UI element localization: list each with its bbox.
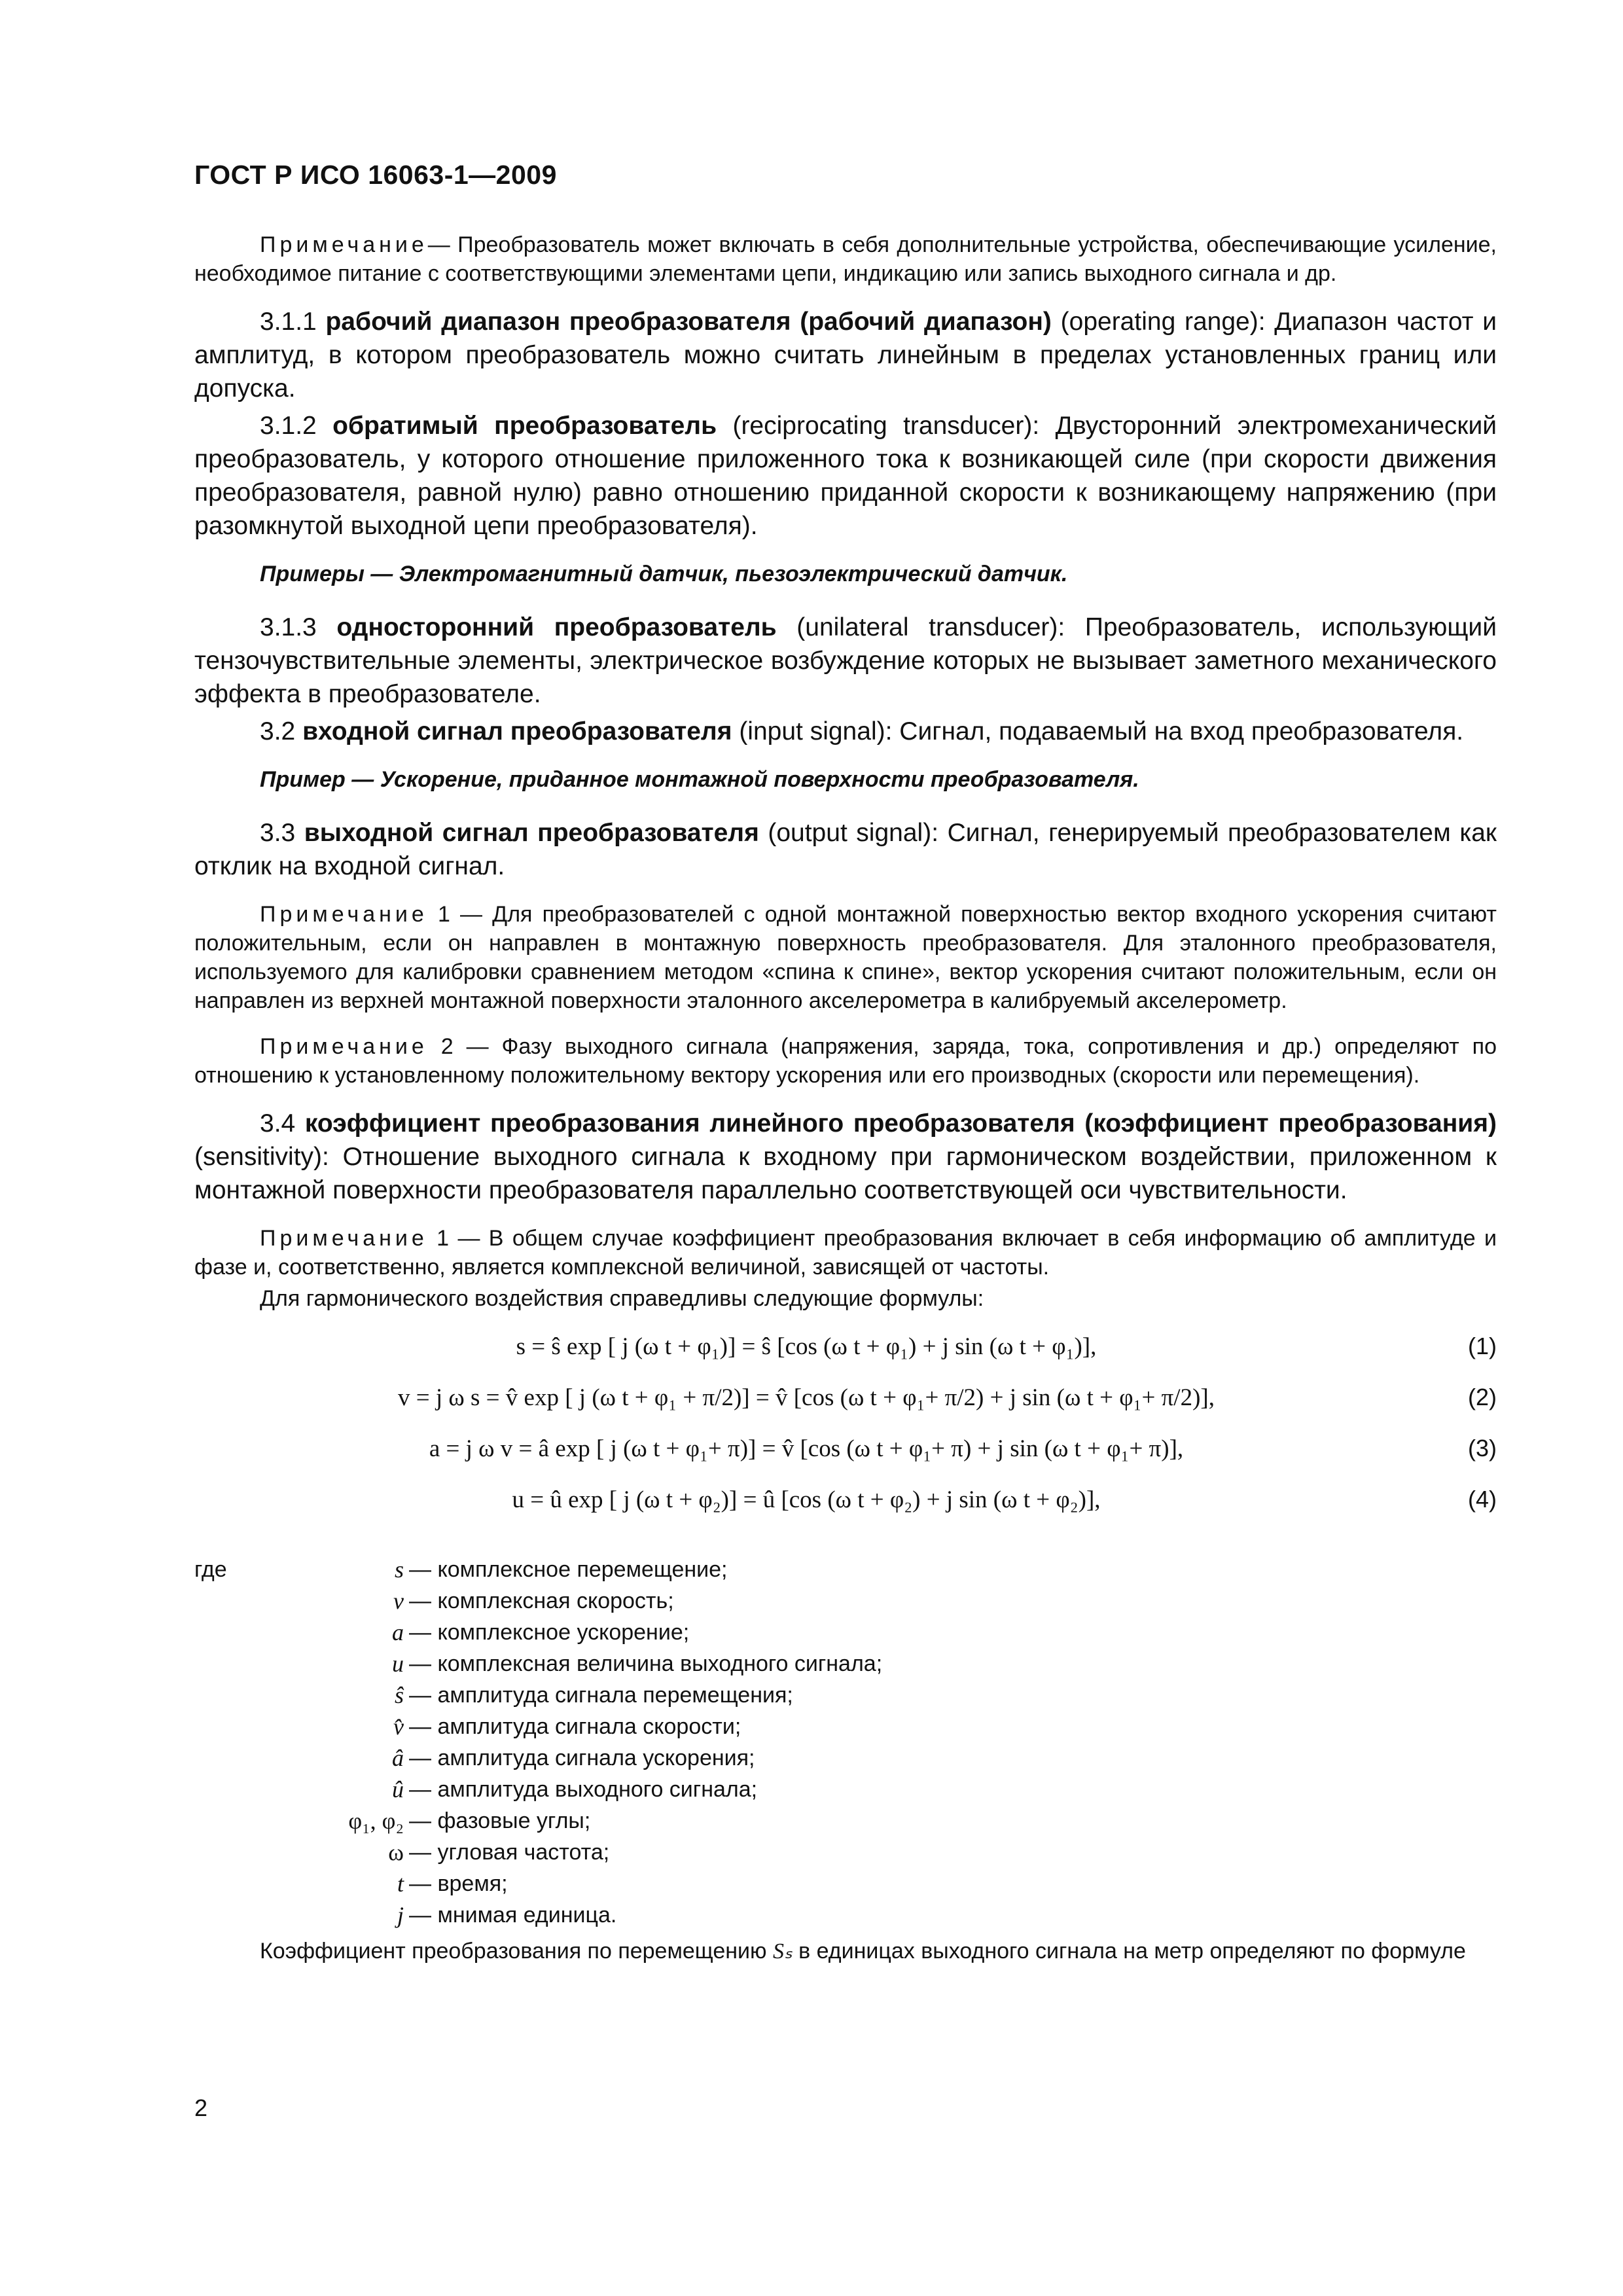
term-name: рабочий диапазон преобразователя (рабочий диапазон) [325,308,1052,336]
legend-description: — комплексная скорость; [409,1588,674,1613]
term-3-3 [194,816,1497,883]
term-number: 3.2 [260,717,296,745]
legend-description: — комплексное ускорение; [409,1620,690,1645]
legend-symbol: û [392,1776,404,1803]
note-number: 1 [437,1226,450,1251]
term-number: 3.1.1 [260,308,317,336]
legend-description: — амплитуда сигнала перемещения; [409,1683,793,1708]
note-label: Примечание [260,1034,428,1059]
note-text: — Для преобразователей с одной монтажной поверхностью вектор входного ускорения считают положительным, если он направлен в монтажную поверхность преобразователя. Для эталонного преобразователя, используемого для калибровки сравнением методом «спина к спине», вектор ускорения считают положительным, если он направлен из верхней монтажной поверхности эталонного акселерометра в калибруемый акселерометр. [194,902,1497,1013]
legend-description: — фазовые углы; [409,1808,591,1833]
legend-symbol: t [397,1871,404,1897]
legend-row [194,1648,1497,1679]
page-content [194,230,1497,1967]
term-name: входной сигнал преобразователя [302,717,732,745]
term-english: (output signal): [768,819,939,847]
term-3-4 [194,1107,1497,1207]
note-3-3-1 [194,900,1497,1015]
legend-row [194,1554,1497,1585]
legend-symbol: v [393,1588,404,1614]
legend-row [194,1585,1497,1617]
term-3-1-2 [194,409,1497,543]
closing-text-before: Коэффициент преобразования по перемещению [260,1939,767,1964]
formula-number: (1) [1468,1333,1497,1359]
closing-symbol: Sₛ [772,1939,793,1964]
closing-text-after: в единицах выходного сигнала на метр определяют по формуле [798,1939,1466,1964]
legend-row [194,1837,1497,1868]
note-text: — Преобразователь может включать в себя дополнительные устройства, обеспечивающие усиление, необходимое питание с соответствующими элементами цепи, индикацию или запись выходного сигнала и др. [194,232,1497,286]
formula-number: (4) [1468,1486,1497,1513]
legend-description: — комплексное перемещение; [409,1557,728,1582]
term-number: 3.1.3 [260,613,317,641]
formula-expression: a = j ω v = â exp [ j (ω t + φ₁+ π)] = v̂ [cos (ω t + φ₁+ π) + j sin (ω t + φ₁+ π)], [429,1435,1184,1462]
document-header: ГОСТ Р ИСО 16063-1—2009 [194,160,557,190]
note-number: 1 [437,902,450,927]
term-definition: Диапазон частот и амплитуд, в котором преобразователь можно считать линейным в пределах установленных границ или допуска. [194,308,1497,403]
note-label: Примечание [260,902,428,927]
formula-4 [194,1480,1497,1532]
term-3-1-1 [194,305,1497,405]
legend-symbol: v̂ [393,1713,404,1740]
term-definition: Сигнал, генерируемый преобразователем как отклик на входной сигнал. [194,819,1497,880]
term-number: 3.4 [260,1109,296,1138]
example-3-1-2: Примеры — Электромагнитный датчик, пьезоэлектрический датчик. [260,562,1068,586]
legend-symbol: â [392,1745,404,1771]
formula-expression: s = ŝ exp [ j (ω t + φ₁)] = ŝ [cos (ω t + φ₁) + j sin (ω t + φ₁)], [516,1333,1097,1360]
legend-symbol: j [397,1902,404,1928]
legend-symbol: φ₁, φ₂ [348,1808,404,1834]
legend-description: — время; [409,1871,508,1896]
legend-description: — амплитуда сигнала ускорения; [409,1746,755,1770]
note-label: Примечание [260,1226,428,1251]
term-name: обратимый преобразователь [332,412,717,440]
formula-1 [194,1327,1497,1378]
term-english: (operating range): [1060,308,1266,336]
legend-row [194,1617,1497,1648]
legend-description: — амплитуда выходного сигнала; [409,1777,758,1802]
term-english: (input signal): [739,717,893,745]
page-number: 2 [194,2094,208,2121]
term-name: выходной сигнал преобразователя [304,819,759,847]
legend-label: где [194,1557,227,1582]
note-paragraph [194,230,1497,288]
term-english: (sensitivity): [194,1143,329,1171]
note-text: — Фазу выходного сигнала (напряжения, заряда, тока, сопротивления и др.) определяют по отношению к установленному положительному вектору ускорения или его производных (скорости или перемещения). [194,1034,1497,1088]
legend-symbol: ŝ [394,1682,404,1708]
legend-symbol: s [394,1556,404,1583]
term-name: коэффициент преобразования линейного преобразователя (коэффициент преобразования) [304,1109,1497,1138]
legend-row [194,1679,1497,1711]
legend-row [194,1711,1497,1742]
legend-description: — мнимая единица. [409,1903,617,1928]
term-english: (unilateral transducer): [796,613,1065,641]
legend-row [194,1742,1497,1774]
formula-2 [194,1378,1497,1429]
formula-number: (3) [1468,1435,1497,1462]
note-3-3-2 [194,1032,1497,1090]
term-definition: Преобразователь, использующий тензочувствительные элементы, электрическое возбуждение которых не вызывает заметного механического эффекта в преобразователе. [194,613,1497,708]
note-number: 2 [440,1034,454,1059]
note-label: Примечание [260,232,428,257]
harmonic-intro: Для гармонического воздействия справедливы следующие формулы: [260,1286,984,1311]
term-3-1-3 [194,611,1497,711]
legend-row [194,1868,1497,1899]
legend-description: — комплексная величина выходного сигнала; [409,1651,883,1676]
closing-paragraph [194,1936,1497,1967]
symbol-legend [194,1554,1497,1931]
legend-row [194,1899,1497,1931]
legend-symbol: a [392,1619,404,1645]
legend-description: — амплитуда сигнала скорости; [409,1714,741,1739]
legend-row [194,1774,1497,1805]
term-english: (reciprocating transducer): [732,412,1040,440]
term-definition: Отношение выходного сигнала к входному при гармоническом воздействии, приложенном к монтажной поверхности преобразователя параллельно соответствующей оси чувствительности. [194,1143,1497,1204]
formula-expression: v = j ω s = v̂ exp [ j (ω t + φ₁ + π/2)] = v̂ [cos (ω t + φ₁+ π/2) + j sin (ω t + φ₁+ π/2)], [398,1384,1215,1411]
term-definition: Сигнал, подаваемый на вход преобразователя. [899,717,1464,745]
legend-symbol: ω [388,1839,404,1865]
term-definition: Двусторонний электромеханический преобразователь, у которого отношение приложенного тока к возникающей силе (при скорости движения преобразователя, равной нулю) равно отношению приданной скорости к возникающему напряжению (при разомкнутой выходной цепи преобразователя). [194,412,1497,540]
term-name: односторонний преобразователь [336,613,777,641]
formula-expression: u = û exp [ j (ω t + φ₂)] = û [cos (ω t + φ₂) + j sin (ω t + φ₂)], [512,1486,1101,1513]
formula-number: (2) [1468,1384,1497,1410]
legend-description: — угловая частота; [409,1840,610,1865]
example-3-2: Пример — Ускорение, приданное монтажной поверхности преобразователя. [260,767,1139,792]
term-number: 3.3 [260,819,296,847]
legend-symbol: u [392,1651,404,1677]
term-3-2 [194,715,1497,748]
term-number: 3.1.2 [260,412,317,440]
formula-3 [194,1429,1497,1480]
note-3-4-1 [194,1224,1497,1282]
legend-row [194,1805,1497,1837]
note-text: — В общем случае коэффициент преобразования включает в себя информацию об амплитуде и фазе и, соответственно, является комплексной величиной, зависящей от частоты. [194,1226,1497,1280]
